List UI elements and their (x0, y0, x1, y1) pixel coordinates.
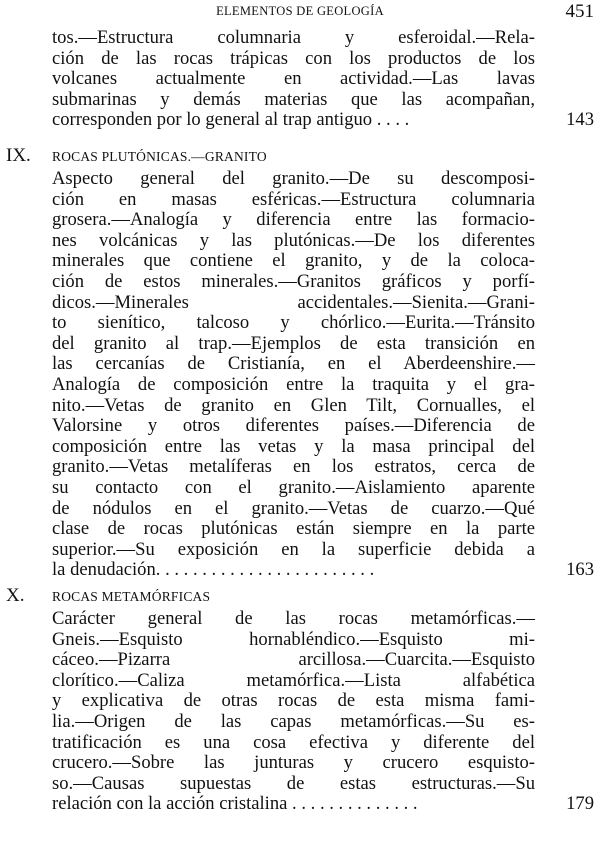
text-line: clase de rocas plutónicas están siempre en la parte (52, 518, 535, 540)
page-reference: 179 (566, 793, 594, 815)
text-line: grosera.—Analogía y diferencia entre las formacio- (52, 209, 535, 231)
running-head (0, 2, 600, 24)
text-line: crucero.—Sobre las junturas y crucero esquisto- (52, 752, 535, 774)
text-line: tos.—Estructura columnaria y esferoidal.—Rela- (52, 27, 535, 48)
page-reference: 143 (566, 109, 594, 131)
text-line: cáceo.—Pizarra arcillosa.—Cuarcita.—Esquisto (52, 649, 535, 671)
text-line: submarinas y demás materias que las acompañan, (52, 88, 535, 110)
text-line: dicos.—Minerales accidentales.—Sienita.—Grani- (52, 291, 535, 313)
chapter-summary (52, 609, 535, 815)
text-line: volcanes actualmente en actividad.—Las lavas (52, 68, 535, 90)
text-line: Analogía de composición entre la traquita y el gra- (52, 373, 535, 395)
text-line: composición entre las vetas y la masa principal del (52, 435, 535, 457)
text-line: relación con la acción cristalina . . . . . . . . . . . . . . (52, 793, 418, 815)
chapter-summary (52, 169, 535, 581)
text-line: to sienítico, talcoso y chórlico.—Eurita.—Tránsito (52, 312, 535, 334)
chapter-title: ROCAS PLUTÓNICAS.—GRANITO (52, 149, 267, 164)
text-line: nito.—Vetas de granito en Glen Tilt, Cornualles, el (52, 394, 535, 416)
text-line: Carácter general de las rocas metamórficas.— (52, 608, 535, 629)
text-line: ción de las rocas trápicas con los productos de los (52, 47, 535, 69)
text-line: corresponden por lo general al trap antiguo . . . . (52, 109, 410, 131)
text-line: la denudación. . . . . . . . . . . . . . . . . . . . . . . . (52, 559, 375, 581)
text-line: clorítico.—Caliza metamórfica.—Lista alfabética (52, 669, 535, 691)
text-line: ción de estos minerales.—Granitos gráficos y porfí- (52, 270, 535, 292)
text-line: ción en masas esféricas.—Estructura columnaria (52, 188, 535, 210)
page-reference: 163 (566, 559, 594, 581)
text-line: superior.—Su exposición en la superficie debida a (52, 538, 535, 560)
text-line: Valorsine y otros diferentes países.—Diferencia de (52, 415, 535, 437)
page-number: 451 (565, 1, 594, 22)
text-line: su contacto con el granito.—Aislamiento aparente (52, 476, 535, 498)
text-line: nes volcánicas y las plutónicas.—De los diferentes (52, 229, 535, 251)
text-line: de nódulos en el granito.—Vetas de cuarzo.—Qué (52, 497, 535, 519)
text-line: tratificación es una cosa efectiva y diferente del (52, 731, 535, 753)
text-line: granito.—Vetas metalíferas en los estratos, cerca de (52, 456, 535, 478)
text-line: minerales que contiene el granito, y de la coloca- (52, 250, 535, 272)
text-line: so.—Causas supuestas de estas estructuras.—Su (52, 772, 535, 794)
chapter-numeral: X. (6, 585, 25, 606)
text-line: las cercanías de Cristianía, en el Aberdeenshire.— (52, 353, 535, 375)
text-line: del granito al trap.—Ejemplos de esta transición en (52, 332, 535, 354)
chapter-title: ROCAS METAMÓRFICAS (52, 589, 211, 604)
text-line: lia.—Origen de las capas metamórficas.—Su es- (52, 710, 535, 732)
text-line: Aspecto general del granito.—De su descomposi- (52, 168, 535, 189)
chapter-summary (52, 28, 535, 131)
text-line: y explicativa de otras rocas de esta misma fami- (52, 690, 535, 712)
text-line: Gneis.—Esquisto hornabléndico.—Esquisto mi- (52, 628, 535, 650)
chapter-numeral: IX. (6, 145, 31, 166)
running-title: ELEMENTOS DE GEOLOGÍA (216, 4, 384, 18)
